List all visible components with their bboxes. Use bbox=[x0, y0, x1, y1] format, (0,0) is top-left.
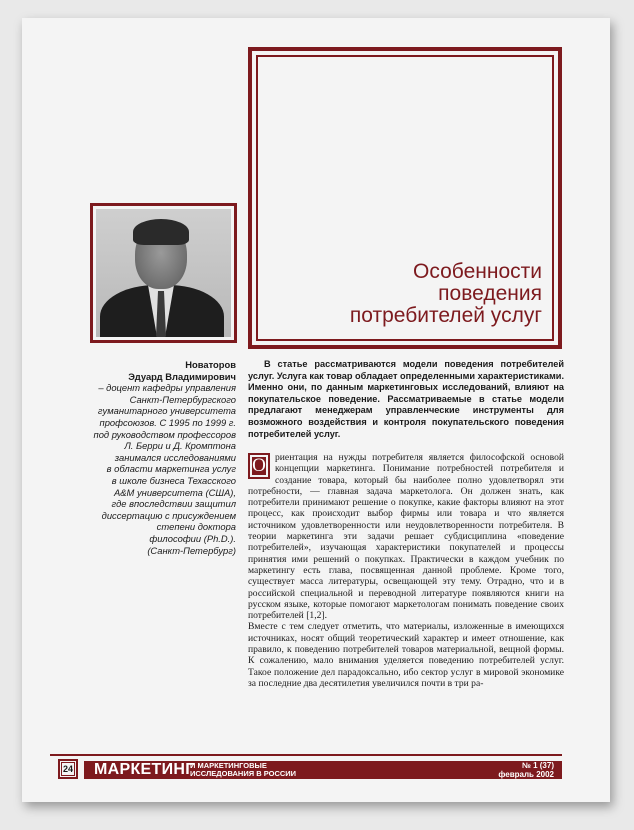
author-bio-line: степени доктора bbox=[156, 521, 236, 533]
author-bio-line: где впоследствии защитил bbox=[111, 498, 236, 510]
author-bio-line: в области маркетинга услуг bbox=[106, 463, 236, 475]
author-bio-line: философии (Ph.D.). bbox=[149, 532, 236, 544]
author-bio-line: профсоюзов. С 1995 по 1999 г. bbox=[99, 416, 236, 428]
article-title-line-2: поведения bbox=[438, 282, 542, 305]
body-paragraph-2: Вместе с тем следует отметить, что материалы, изложенные в имеющихся источниках, носят общий теоретический характер и имеет отношение, как правило, к поведению потребителей товаров материальной, вещной формы. К сожалению, мало внимания уделяется поведению потребителей услуг. Такое положение дел парадоксально, ибо сектор услуг в мировой экономике за последние два десятилетия увеличился почти в три ра- bbox=[248, 621, 564, 689]
author-bio-line: под руководством профессоров bbox=[93, 428, 236, 440]
author-bio-line: в школе бизнеса Техасского bbox=[111, 474, 236, 486]
author-bio-line: (Санкт-Петербург) bbox=[147, 544, 236, 556]
article-title-line-1: Особенности bbox=[413, 260, 542, 283]
author-bio-line: диссертацию с присуждением bbox=[101, 509, 236, 521]
dropcap-letter: О bbox=[252, 455, 266, 476]
dropcap bbox=[248, 453, 270, 479]
magazine-subtitle-2: ИССЛЕДОВАНИЯ В РОССИИ bbox=[190, 769, 297, 778]
article-title-line-3: потребителей услуг bbox=[349, 304, 542, 327]
photo-hair bbox=[133, 219, 189, 245]
magazine-subtitle-1: И МАРКЕТИНГОВЫЕ bbox=[190, 761, 267, 770]
magazine-title: МАРКЕТИНГ bbox=[94, 761, 195, 778]
body-paragraph-1: риентация на нужды потребителя является философской основой концепции маркетинга. Понимание потребностей потребителя и создание товара, который бы наиболее полно удовлетворял эти потребности, — главная задача маркетолога. Он должен знать, как потребители принимают решение о покупке, какие факторы влияют на этот процесс, как происходит выбор фирмы или товара и что является источником удовлетворенности или неудовлетворенности потребителя. В теории маркетинга эти задачи решает субдисциплина «поведение потребителей», изучающая характеристики покупателей и процессы принятия ими решений о покупках. Практически в каждом учебник по маркетингу есть глава, посвященная данной проблеме. Кроме того, существует масса литературы, освещающей эту тему. Отрадно, что и в российской специальной и переводной литературе появляются книги на русском языке, которые помогают маркетологам понимать поведение своих потребителей [1,2]. bbox=[248, 452, 564, 622]
title-frame-inner bbox=[256, 55, 554, 341]
author-bio-line: A&M университета (США), bbox=[114, 486, 236, 498]
author-photo-frame bbox=[90, 203, 237, 343]
author-photo bbox=[96, 209, 231, 337]
article-body bbox=[248, 452, 564, 689]
author-block bbox=[42, 359, 236, 556]
author-surname: Новаторов bbox=[185, 359, 236, 370]
author-bio-line: гуманитарного университета bbox=[97, 405, 236, 417]
article-title bbox=[350, 261, 542, 327]
article-abstract: В статье рассматриваются модели поведения потребителей услуг. Услуга как товар обладает определенными характеристиками. Именно они, по данным маркетинговых исследований, влияют на покупательское поведение. Рассматриваемые в статье модели предлагают менеджерам управленческие инструменты для возможного воздействия и контроля покупательского поведения потребителей услуг. bbox=[248, 359, 564, 439]
issue-info bbox=[498, 761, 554, 779]
author-bio-line: Санкт-Петербургского bbox=[129, 393, 236, 405]
magazine-footer-band bbox=[84, 761, 562, 779]
magazine-page bbox=[22, 18, 610, 802]
footer-rule bbox=[50, 754, 562, 756]
author-given-names: Эдуард Владимирович bbox=[128, 370, 236, 382]
author-bio-line: занимался исследованиями bbox=[114, 451, 236, 463]
author-bio-line: Л. Берри и Д. Кромптона bbox=[124, 440, 236, 452]
title-frame bbox=[248, 47, 562, 349]
issue-number: № 1 (37) bbox=[521, 761, 554, 770]
author-bio-line: – доцент кафедры управления bbox=[98, 382, 236, 394]
issue-date: февраль 2002 bbox=[498, 770, 554, 779]
page-number: 24 bbox=[62, 764, 73, 774]
page-number-box bbox=[58, 759, 78, 779]
